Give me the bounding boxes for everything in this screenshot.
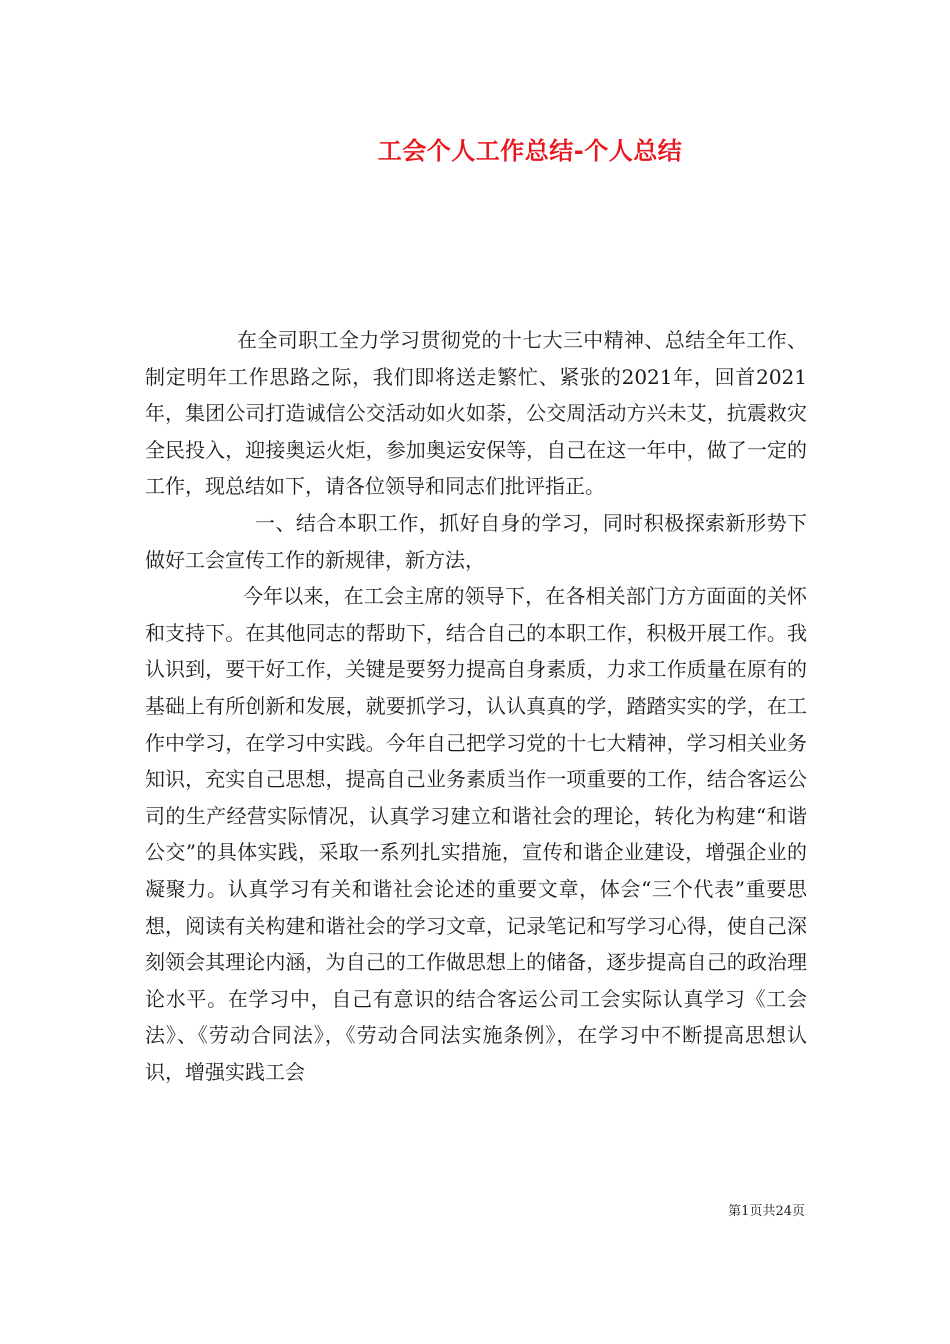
page-number-footer: 第1页共24页 <box>728 1204 805 1219</box>
paragraph-study: 今年以来，在工会主席的领导下，在各相关部门方方面面的关怀和支持下。在其他同志的帮助下，结合自己的本职工作，积极开展工作。我认识到，要干好工作，关键是要努力提高自身素质，力求工作质量在原有的基础上有所创新和发展，就要抓学习，认认真真的学，踏踏实实的学，在工作中学习，在学习中实践。今年自己把学习党的十七大精神，学习相关业务知识，充实自己思想，提高自己业务素质当作一项重要的工作，结合客运公司的生产经营实际情况，认真学习建立和谐社会的理论，转化为构建“和谐公交”的具体实践，采取一系列扎实措施，宣传和谐企业建设，增强企业的凝聚力。认真学习有关和谐社会论述的重要文章，体会“三个代表”重要思想，阅读有关构建和谐社会的学习文章，记录笔记和写学习心得，使自己深刻领会其理论内涵，为自己的工作做思想上的储备，逐步提高自己的政治理论水平。在学习中，自己有意识的结合客运公司工会实际认真学习《工会法》、《劳动合同法》，《劳动合同法实施条例》，在学习中不断提高思想认识，增强实践工会 <box>145 584 807 1084</box>
document-body <box>145 322 807 1090</box>
paragraph-section-heading: 一、结合本职工作，抓好自身的学习，同时积极探索新形势下做好工会宣传工作的新规律，新方法， <box>145 510 807 572</box>
document-title: 工会个人工作总结-个人总结 <box>377 137 683 165</box>
paragraph-intro: 在全司职工全力学习贯彻党的十七大三中精神、总结全年工作、制定明年工作思路之际，我们即将送走繁忙、紧张的2021年，回首2021年，集团公司打造诚信公交活动如火如荼，公交周活动方兴未艾，抗震救灾全民投入，迎接奥运火炬，参加奥运安保等，自己在这一年中，做了一定的工作，现总结如下，请各位领导和同志们批评指正。 <box>145 328 807 499</box>
